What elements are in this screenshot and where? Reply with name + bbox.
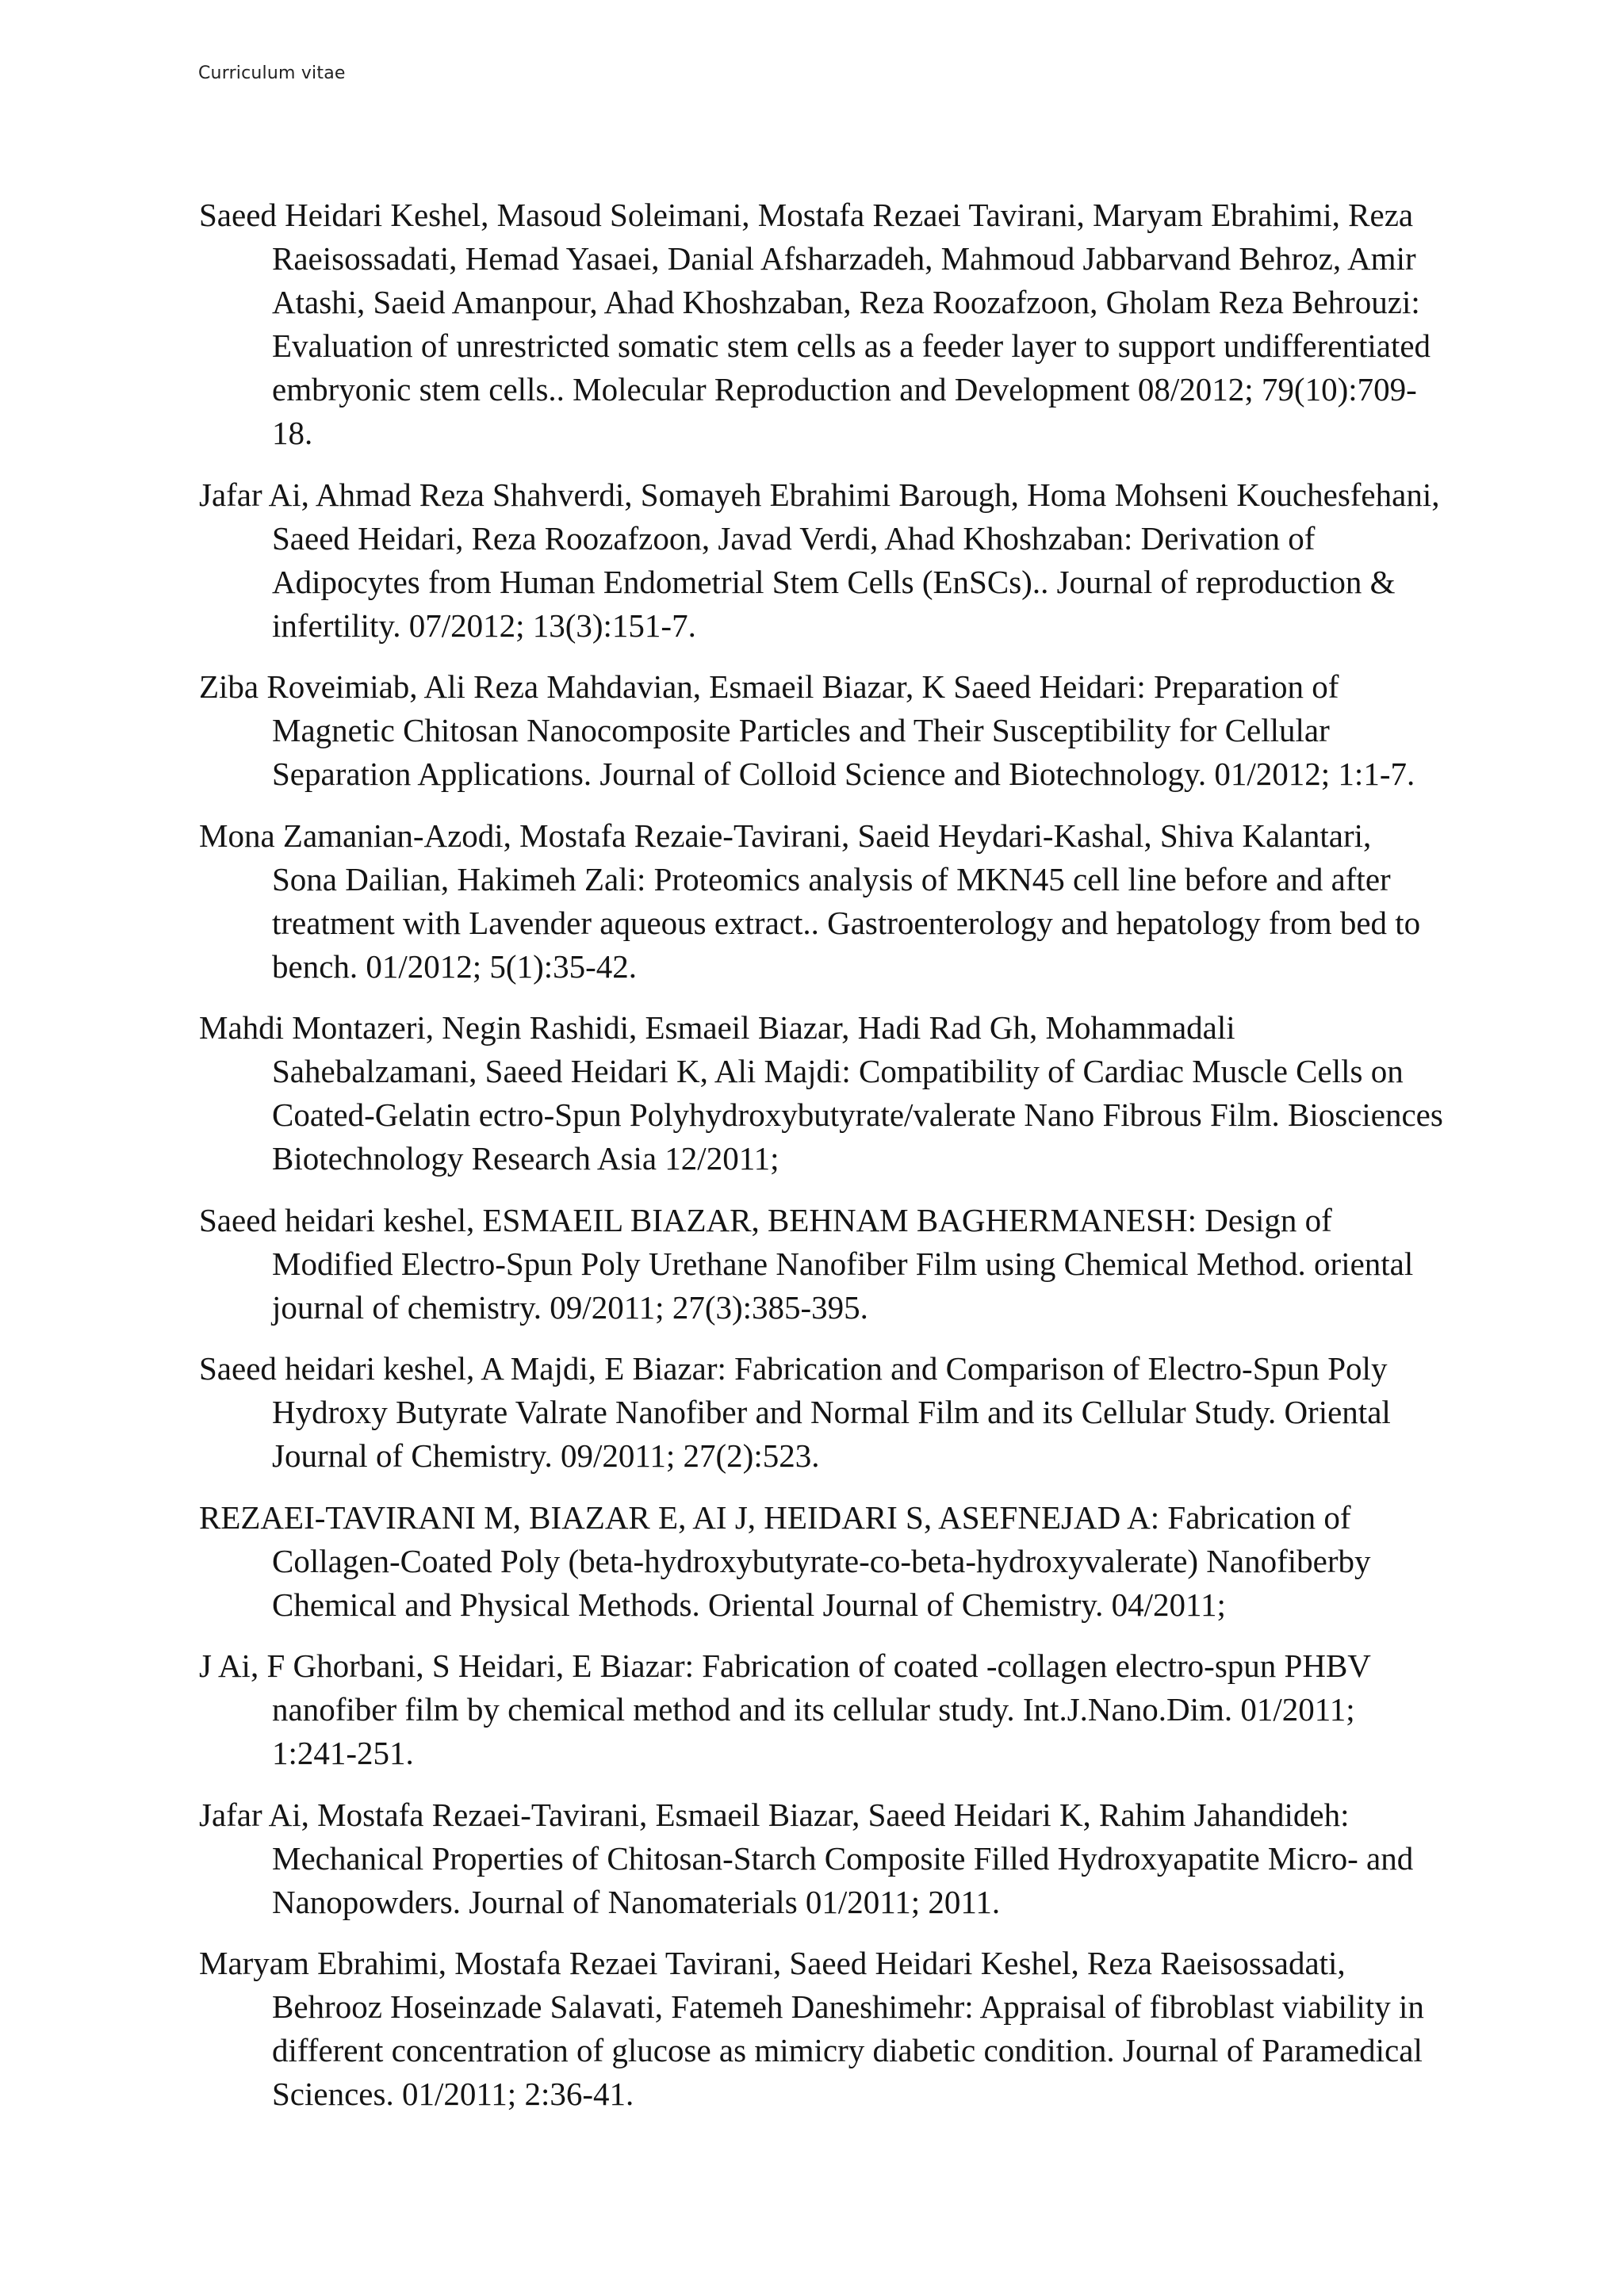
publication-entry: Jafar Ai, Ahmad Reza Shahverdi, Somayeh Ebrahimi Barough, Homa Mohseni Kouchesfehani, Saeed Heidari, Reza Roozafzoon, Javad Verdi, Ahad Khoshzaban: Derivation of Adipocytes from Human Endometrial Stem Cells (EnSCs).. Journal of reproduction & infertility. 07/2012; 13(3):151-7.	[199, 476, 1440, 644]
publication-entry: Mona Zamanian-Azodi, Mostafa Rezaie-Tavirani, Saeid Heydari-Kashal, Shiva Kalantari, Sona Dailian, Hakimeh Zali: Proteomics analysis of MKN45 cell line before and after treatment with Lavender aqueous extract.. Gastroenterology and hepatology from bed to bench. 01/2012; 5(1):35-42.	[199, 817, 1421, 985]
page-header: Curriculum vitae	[198, 63, 346, 83]
publication-entry: REZAEI-TAVIRANI M, BIAZAR E, AI J, HEIDARI S, ASEFNEJAD A: Fabrication of Collagen-Coated Poly (beta-hydroxybutyrate-co-beta-hydroxyvalerate) Nanofiberby Chemical and Physical Methods. Oriental Journal of Chemistry. 04/2011;	[199, 1498, 1371, 1623]
publication-entry: J Ai, F Ghorbani, S Heidari, E Biazar: Fabrication of coated -collagen electro-spun PHBV nanofiber film by chemical method and its cellular study. Int.J.Nano.Dim. 01/2011; 1:241-251.	[199, 1647, 1371, 1771]
publication-list	[199, 193, 1444, 2134]
publication-entry: Jafar Ai, Mostafa Rezaei-Tavirani, Esmaeil Biazar, Saeed Heidari K, Rahim Jahandideh: Mechanical Properties of Chitosan-Starch Composite Filled Hydroxyapatite Micro- and Nanopowders. Journal of Nanomaterials 01/2011; 2011.	[199, 1796, 1414, 1920]
publication-entry: Saeed heidari keshel, A Majdi, E Biazar: Fabrication and Comparison of Electro-Spun Poly Hydroxy Butyrate Valrate Nanofiber and Normal Film and its Cellular Study. Oriental Journal of Chemistry. 09/2011; 27(2):523.	[199, 1350, 1391, 1474]
publication-entry: Saeed Heidari Keshel, Masoud Soleimani, Mostafa Rezaei Tavirani, Maryam Ebrahimi, Reza Raeisossadati, Hemad Yasaei, Danial Afsharzadeh, Mahmoud Jabbarvand Behroz, Amir Atashi, Saeid Amanpour, Ahad Khoshzaban, Reza Roozafzoon, Gholam Reza Behrouzi: Evaluation of unrestricted somatic stem cells as a feeder layer to support undifferentiated embryonic stem cells.. Molecular Reproduction and Development 08/2012; 79(10):709-18.	[199, 197, 1431, 451]
publication-entry: Saeed heidari keshel, ESMAEIL BIAZAR, BEHNAM BAGHERMANESH: Design of Modified Electro-Spun Poly Urethane Nanofiber Film using Chemical Method. oriental journal of chemistry. 09/2011; 27(3):385-395.	[199, 1201, 1414, 1326]
publication-entry: Maryam Ebrahimi, Mostafa Rezaei Tavirani, Saeed Heidari Keshel, Reza Raeisossadati, Behrooz Hoseinzade Salavati, Fatemeh Daneshimehr: Appraisal of fibroblast viability in different concentration of glucose as mimicry diabetic condition. Journal of Paramedical Sciences. 01/2011; 2:36-41.	[199, 1945, 1424, 2112]
publication-entry: Mahdi Montazeri, Negin Rashidi, Esmaeil Biazar, Hadi Rad Gh, Mohammadali Sahebalzamani, Saeed Heidari K, Ali Majdi: Compatibility of Cardiac Muscle Cells on Coated-Gelatin ectro-Spun Polyhydroxybutyrate/valerate Nano Fibrous Film. Biosciences Biotechnology Research Asia 12/2011;	[199, 1009, 1443, 1177]
publication-entry: Ziba Roveimiab, Ali Reza Mahdavian, Esmaeil Biazar, K Saeed Heidari: Preparation of Magnetic Chitosan Nanocomposite Particles and Their Susceptibility for Cellular Separation Applications. Journal of Colloid Science and Biotechnology. 01/2012; 1:1-7.	[199, 668, 1415, 792]
